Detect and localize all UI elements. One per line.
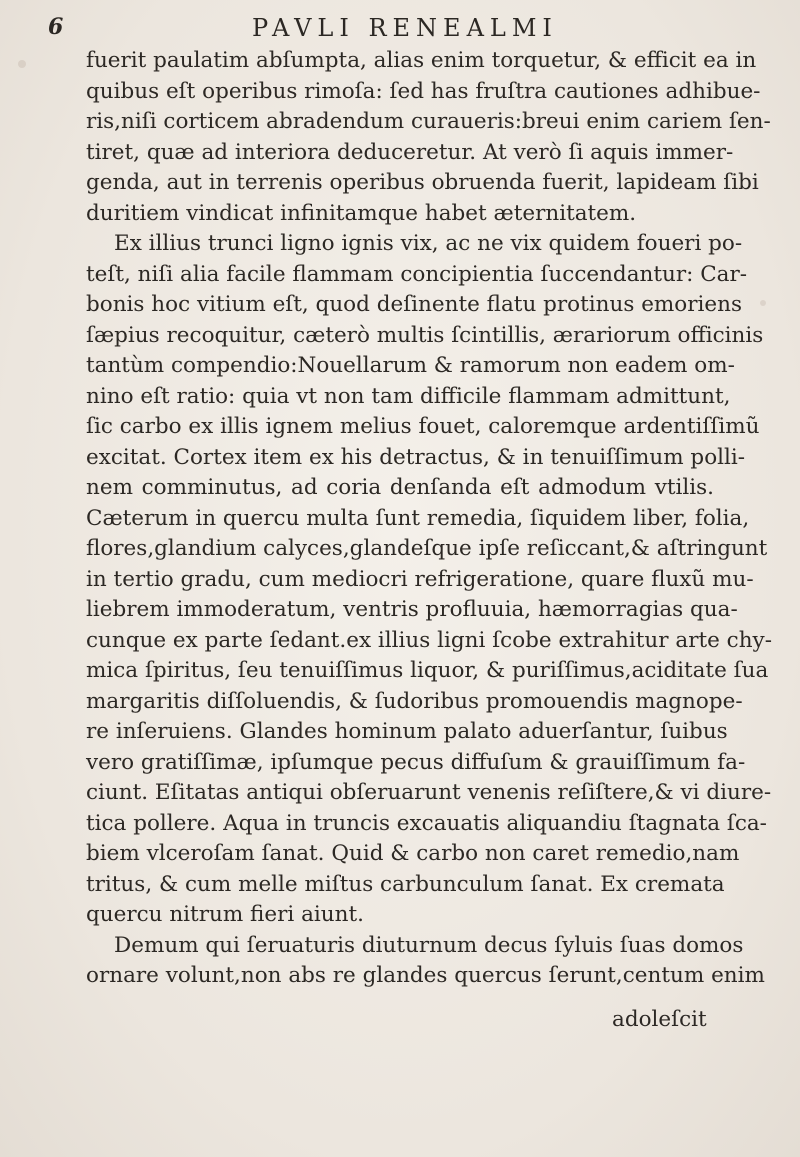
text-line: ciunt. Eſitatas antiqui obſeruarunt venenis reſiſtere,& vi diure- — [86, 780, 772, 805]
text-line: genda, aut in terrenis operibus obruenda fuerit, lapideam ſibi — [86, 170, 759, 195]
paper-stain — [18, 60, 26, 68]
text-line: margaritis diſſoluendis, & ſudoribus promouendis magnope- — [86, 688, 743, 714]
text-line: duritiem vindicat infinitamque habet æternitatem. — [86, 200, 637, 226]
paper-stain — [760, 300, 766, 306]
text-line: ornare volunt,non abs re glandes quercus ſerunt,centum enim — [86, 963, 765, 988]
text-line: nino eſt ratio: quia vt non tam difficile flammam admittunt, — [86, 383, 731, 409]
text-line: flores,glandium calyces,glandeſque ipſe reſiccant,& aſtringunt — [86, 536, 768, 561]
body-text — [86, 46, 772, 992]
text-line: nem comminutus, ad coria denſanda eſt admodum vtilis. — [86, 475, 714, 500]
text-line: biem vlceroſam ſanat. Quid & carbo non caret remedio,nam — [86, 841, 740, 866]
text-line: ſic carbo ex illis ignem melius fouet, caloremque ardentiſſimũ — [86, 414, 760, 439]
text-line: tica pollere. Aqua in truncis excauatis aliquandiu ſtagnata ſca- — [86, 810, 767, 836]
text-line: teſt, niſi alia facile flammam concipientia ſuccendantur: Car- — [86, 261, 748, 287]
text-line: liebrem immoderatum, ventris profluuia, hæmorragias qua- — [86, 597, 738, 622]
text-line: tritus, & cum melle miſtus carbunculum ſanat. Ex cremata — [86, 871, 725, 897]
running-head: PAVLI RENEALMI — [252, 14, 558, 42]
text-line: ſæpius recoquitur, cæterò multis ſcintillis, ærariorum officinis — [86, 322, 764, 348]
text-line: mica ſpiritus, ſeu tenuiſſimus liquor, & puriſſimus,aciditate ſua — [86, 658, 769, 683]
page-number: 6 — [48, 14, 64, 40]
text-line: fuerit paulatim abſumpta, alias enim torquetur, & efficit ea in — [86, 48, 757, 73]
text-line: Demum qui ſeruaturis diuturnum decus ſyluis ſuas domos — [114, 932, 744, 958]
text-line: Ex illius trunci ligno ignis vix, ac ne vix quidem foueri po- — [114, 231, 743, 256]
text-line: excitat. Cortex item ex his detractus, & in tenuiſſimum polli- — [86, 444, 746, 470]
text-line: ris,niſi corticem abradendum curaueris:breui enim cariem ſen- — [86, 109, 771, 134]
text-line: quibus eſt operibus rimoſa: ſed has fruſtra cautiones adhibue- — [86, 78, 761, 104]
text-line: quercu nitrum fieri aiunt. — [86, 902, 364, 927]
page-header — [48, 12, 688, 46]
text-line: Cæterum in quercu multa ſunt remedia, ſiquidem liber, folia, — [86, 505, 750, 531]
text-line: vero gratiſſimæ, ipſumque pecus diffuſum & grauiſſimum fa- — [86, 749, 746, 775]
text-line: tantùm compendio:Nouellarum & ramorum non eadem om- — [86, 353, 735, 378]
text-line: tiret, quæ ad interiora deduceretur. At verò ſi aquis immer- — [86, 139, 734, 165]
text-line: bonis hoc vitium eſt, quod deſinente flatu protinus emoriens — [86, 292, 743, 317]
catchword: adoleſcit — [612, 1007, 707, 1032]
text-line: in tertio gradu, cum mediocri refrigeratione, quare fluxũ mu- — [86, 566, 754, 592]
text-line: re inſeruiens. Glandes hominum palato aduerſantur, ſuibus — [86, 719, 728, 744]
text-line: cunque ex parte ſedant.ex illius ligni ſcobe extrahitur arte chy- — [86, 627, 772, 653]
